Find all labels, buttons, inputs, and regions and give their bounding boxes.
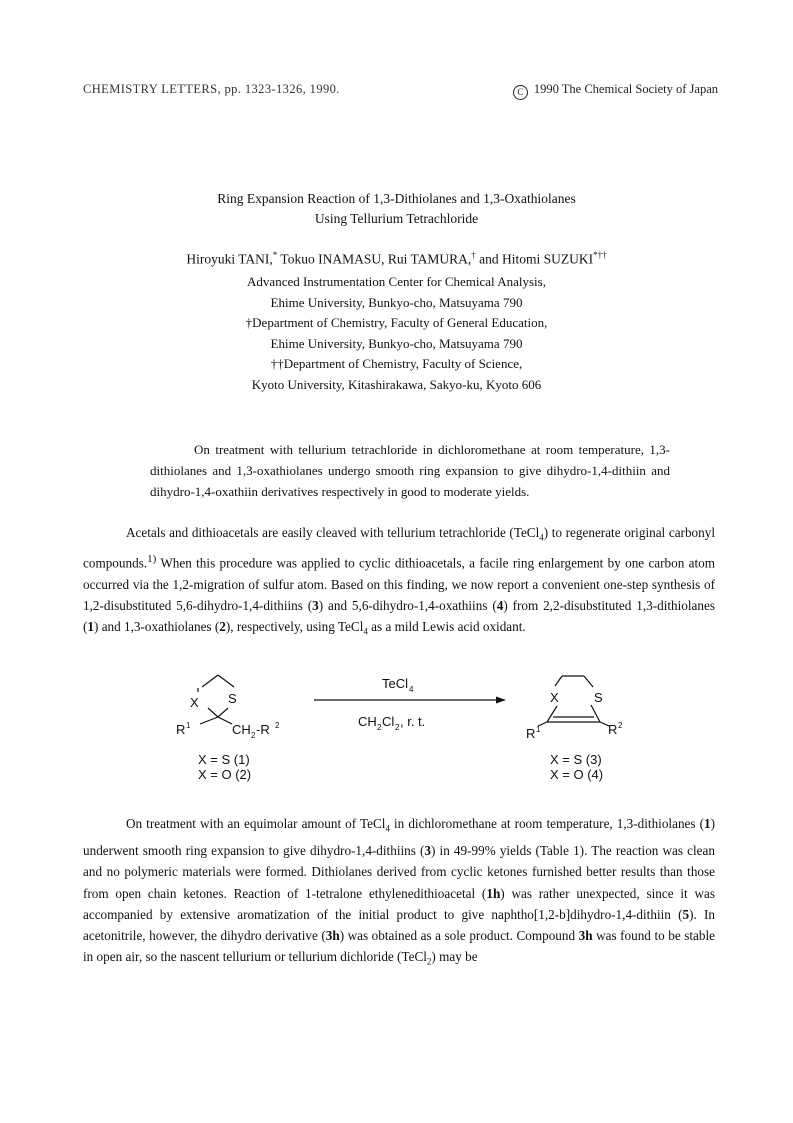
- text-run: ) in 49-99% yields (Table 1). The reaction was clean and no polymeric materials were formed. Dithiolanes derived from cyclic ketones furnished better results than those from open chain ketones. Reaction of 1-tetralone ethylenedithioacetal (: [83, 842, 715, 901]
- reference-mark: 1): [147, 552, 157, 565]
- compound-number: 1h: [486, 885, 501, 901]
- reagent-sub: 4: [409, 685, 414, 694]
- affiliation-line: Kyoto University, Kitashirakawa, Sakyo-ku, Kyoto 606: [251, 376, 542, 392]
- text-run: ). In acetonitrile, however, the dihydro derivative (: [83, 906, 715, 944]
- conditions-sub: 2: [377, 723, 382, 732]
- affiliations: [0, 272, 793, 395]
- title-line-1: Ring Expansion Reaction of 1,3-Dithiolanes and 1,3-Oxathiolanes: [217, 191, 576, 206]
- compound-number: 5: [682, 906, 690, 922]
- affiliation-line: Ehime University, Bunkyo-cho, Matsuyama 790: [270, 294, 523, 310]
- affiliation-line: ††Department of Chemistry, Faculty of Science,: [270, 356, 523, 371]
- conditions-rt: , r. t.: [400, 714, 426, 729]
- text-run: ) was rather unexpected, since it was accompanied by extensive aromatization of the initial product to give naphtho[1,2-b]dihydro-1,4-dithiin (: [83, 885, 715, 922]
- author-4: and Hitomi SUZUKI: [475, 251, 594, 267]
- paragraph-1: [83, 522, 715, 643]
- r2-sup: 2: [275, 721, 280, 730]
- copyright-text: 1990 The Chemical Society of Japan: [533, 82, 718, 96]
- text-run: in dichloromethane at room temperature, 1,3-dithiolanes (: [389, 816, 704, 831]
- atom-s: S: [228, 691, 237, 706]
- paper-title: [0, 189, 793, 229]
- text-run: ) and 5,6-dihydro-1,4-oxathiins (: [318, 597, 497, 613]
- affiliation-line: Advanced Instrumentation Center for Chemical Analysis,: [247, 274, 546, 289]
- conditions-sub: 2: [395, 723, 400, 732]
- text-run: ), respectively, using TeCl: [225, 619, 364, 635]
- r1-label: R: [176, 722, 186, 737]
- atom-x: X: [190, 695, 199, 710]
- conditions-ch: CH: [358, 714, 377, 729]
- author-2-3: Tokuo INAMASU, Rui TAMURA,: [277, 251, 472, 267]
- text-run: ) underwent smooth ring expansion to give dihydro-1,4-dithiins (: [83, 816, 715, 858]
- compound-number: 1: [703, 816, 711, 831]
- compound-number: 3: [424, 842, 431, 858]
- author-list: [0, 250, 793, 268]
- abstract: On treatment with tellurium tetrachloride in dichloromethane at room temperature, 1,3-dithiolanes and 1,3-oxathiolanes undergo smooth ring expansion to give dihydro-1,4-dithiin and dihydro-1,4-oxathiin derivatives respectively in good to moderate yields.: [150, 442, 670, 499]
- r2-label: -R: [256, 722, 270, 737]
- subscript: 4: [539, 532, 544, 543]
- atom-s: S: [594, 690, 603, 705]
- text-run: as a mild Lewis acid oxidant.: [367, 619, 526, 635]
- reaction-scheme: [160, 662, 660, 792]
- paragraph-2: [83, 813, 715, 973]
- reagent-label: TeCl: [382, 676, 409, 691]
- text-run: ) and 1,3-oxathiolanes (: [94, 619, 220, 635]
- compound-label: X = S (1): [198, 752, 250, 767]
- subscript: 4: [385, 823, 390, 834]
- text-run: On treatment with an equimolar amount of TeCl: [126, 816, 386, 831]
- conditions-cl: Cl: [382, 714, 395, 729]
- copyright-line: [513, 82, 718, 100]
- product-structure: [526, 676, 623, 782]
- r2-label: R: [608, 722, 618, 737]
- title-line-2: Using Tellurium Tetrachloride: [314, 211, 479, 226]
- compound-number: 2: [219, 619, 226, 635]
- text-run: was found to be stable in open air, so the nascent tellurium or tellurium dichloride (TeCl: [83, 928, 715, 965]
- text-run: When this procedure was applied to cyclic dithioacetals, a facile ring enlargement by one carbon atom occurred via the 1,2-migration of sulfur atom. Based on this finding, we now report a convenient one-step synthesis of 1,2-disubstituted 5,6-dihydro-1,4-dithiins (: [83, 555, 715, 613]
- text-run: Acetals and dithioacetals are easily cleaved with tellurium tetrachloride (TeCl: [126, 525, 540, 540]
- copyright-icon: C: [513, 85, 528, 100]
- affiliation-line: †Department of Chemistry, Faculty of General Education,: [245, 315, 548, 330]
- text-run: ) to regenerate original carbonyl compounds.: [83, 525, 715, 571]
- ch2-label: CH: [232, 722, 251, 737]
- compound-number: 3: [312, 597, 319, 613]
- reactant-structure: [176, 675, 280, 782]
- text-run: ) was obtained as a sole product. Compound: [339, 928, 579, 944]
- author-4-mark: *††: [593, 250, 607, 260]
- r1-sup: 1: [536, 725, 541, 734]
- r1-sup: 1: [186, 721, 191, 730]
- text-run: ) may be: [431, 949, 478, 965]
- text-run: ) from 2,2-disubstituted 1,3-dithiolanes (: [83, 597, 715, 635]
- affiliation-line: Ehime University, Bunkyo-cho, Matsuyama 790: [270, 335, 523, 351]
- subscript: 2: [426, 957, 432, 968]
- reaction-arrow: [314, 676, 506, 732]
- atom-x: X: [550, 690, 559, 705]
- journal-citation: CHEMISTRY LETTERS, pp. 1323-1326, 1990.: [83, 82, 340, 96]
- subscript: 4: [363, 626, 368, 637]
- author-1: Hiroyuki TANI,: [186, 251, 273, 267]
- author-3-mark: †: [471, 250, 476, 260]
- compound-label: X = S (3): [550, 752, 602, 767]
- compound-number: 1: [87, 619, 94, 635]
- compound-number: 4: [496, 597, 504, 613]
- compound-label: X = O (4): [550, 767, 604, 782]
- author-1-mark: *: [272, 250, 278, 260]
- ch2-sub: 2: [251, 731, 256, 740]
- compound-number: 3h: [325, 928, 340, 944]
- compound-number: 3h: [578, 928, 593, 944]
- r2-sup: 2: [618, 721, 623, 730]
- compound-label: X = O (2): [198, 767, 252, 782]
- r1-label: R: [526, 726, 536, 741]
